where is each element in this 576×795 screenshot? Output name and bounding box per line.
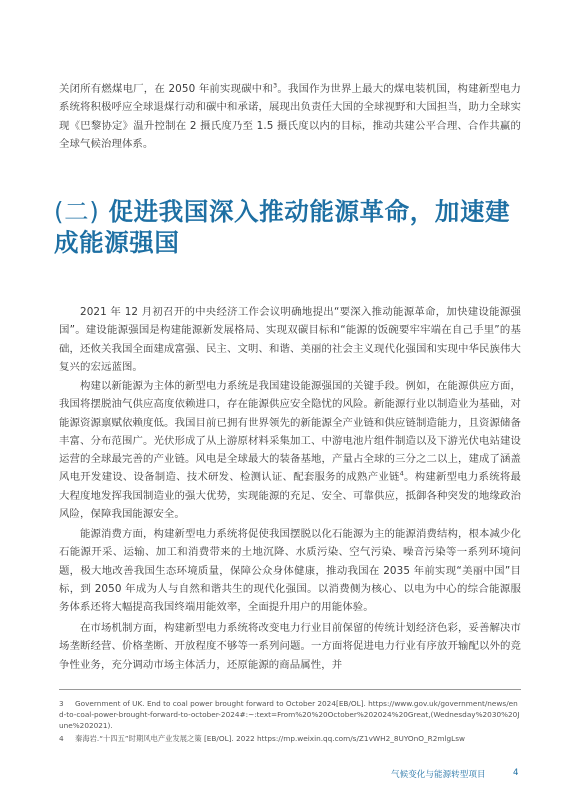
paragraph-4: 在市场机制方面，构建新型电力系统将改变电力行业目前保留的传统计划经济色彩，妥善解决市场垄断经营、价格垄断、开放程度不够等一系列问题。一方面将促进电力行业有序放开输配以外的竞争性业务，充分调动市场主体活力，还原能源的商品属性，并: [59, 622, 521, 671]
section-heading: [54, 196, 524, 258]
footnote-divider: [59, 689, 521, 690]
paragraph-2: 构建以新能源为主体的新型电力系统是我国建设能源强国的关键手段。例如，在能源供应方面，我国将摆脱油气供应高度依赖进口，存在能源供应安全隐忧的风险。新能源行业以制造业为基础，对能源资源禀赋依赖度低。我国目前已拥有世界领先的新能源全产业链和供应链制造能力，且资源储备丰富、分布范围广。光伏形成了从上游原材料采集加工、中游电池片组件制造以及下游光伏电站建设运营的全球最完善的产业链。风电是全球最大的装备基地，产量占全球的三分之二以上，建成了涵盖风电开发建设、设备制造、技术研发、检测认证、配套服务的成熟产业链$^4$。构建新型电力系统将最大程度地发挥我国制造业的强大优势，实现能源的充足、安全、可靠供应，抵御各种突发的地缘政治风险，保障我国能源安全。: [59, 380, 521, 521]
footnote-3: 3 Government of UK. End to coal power brought forward to October 2024[EB/OL]. https://www.gov.uk/government/news/end-to-coal-power-brought-forward-to-october-2024#:~:text=From%20%20October%202024%20Great,(Wednesday%2030%20June%202021).: [59, 699, 520, 730]
page-number: 4: [513, 768, 519, 778]
footer-title: 气候变化与能源转型项目: [391, 770, 486, 780]
footnote-ref-4: 4: [399, 470, 404, 479]
intro-paragraph: 关闭所有燃煤电厂，在 2050 年前实现碳中和$^3$。我国作为世界上最大的煤电装机国，构建新型电力系统将积极呼应全球退煤行动和碳中和承诺，展现出负责任大国的全球视野和大国担当，助力全球实现《巴黎协定》温升控制在 2 摄氏度乃至 1.5 摄氏度以内的目标，推动共建公平合理、合作共赢的全球气候治理体系。: [59, 81, 521, 150]
paragraph-3: 能源消费方面，构建新型电力系统将促使我国摆脱以化石能源为主的能源消费结构，根本减少化石能源开采、运输、加工和消费带来的土地沉降、水质污染、空气污染、噪音污染等一系列环境问题，极大地改善我国生态环境质量，保障公众身体健康，推动我国在 2035 年前实现“美丽中国”目标，到 2050 年成为人与自然和谐共生的现代化强国。以消费侧为核心、以电为中心的综合能源服务体系还将大幅提高我国终端用能效率，全面提升用户的用能体验。: [59, 528, 521, 614]
section-number: (二): [54, 197, 100, 226]
footnote-ref-3: 3: [273, 81, 278, 90]
paragraph-1: 2021 年 12 月初召开的中央经济工作会议明确地提出“要深入推动能源革命，加快建设能源强国”。建设能源强国是构建能源新发展格局、实现双碳目标和“能源的饭碗要牢牢端在自己手里”的基础，还攸关我国全面建成富强、民主、文明、和谐、美丽的社会主义现代化强国和实现中华民族伟大复兴的宏远蓝图。: [59, 306, 521, 373]
footnote-4: 4 秦海岩.“十四五”时期风电产业发展之策 [EB/OL]. 2022 https://mp.weixin.qq.com/s/Z1vWH2_8UYOnO_R2mlgLsw: [59, 734, 465, 743]
section-title: 促进我国深入推动能源革命，加速建成能源强国: [54, 197, 511, 257]
